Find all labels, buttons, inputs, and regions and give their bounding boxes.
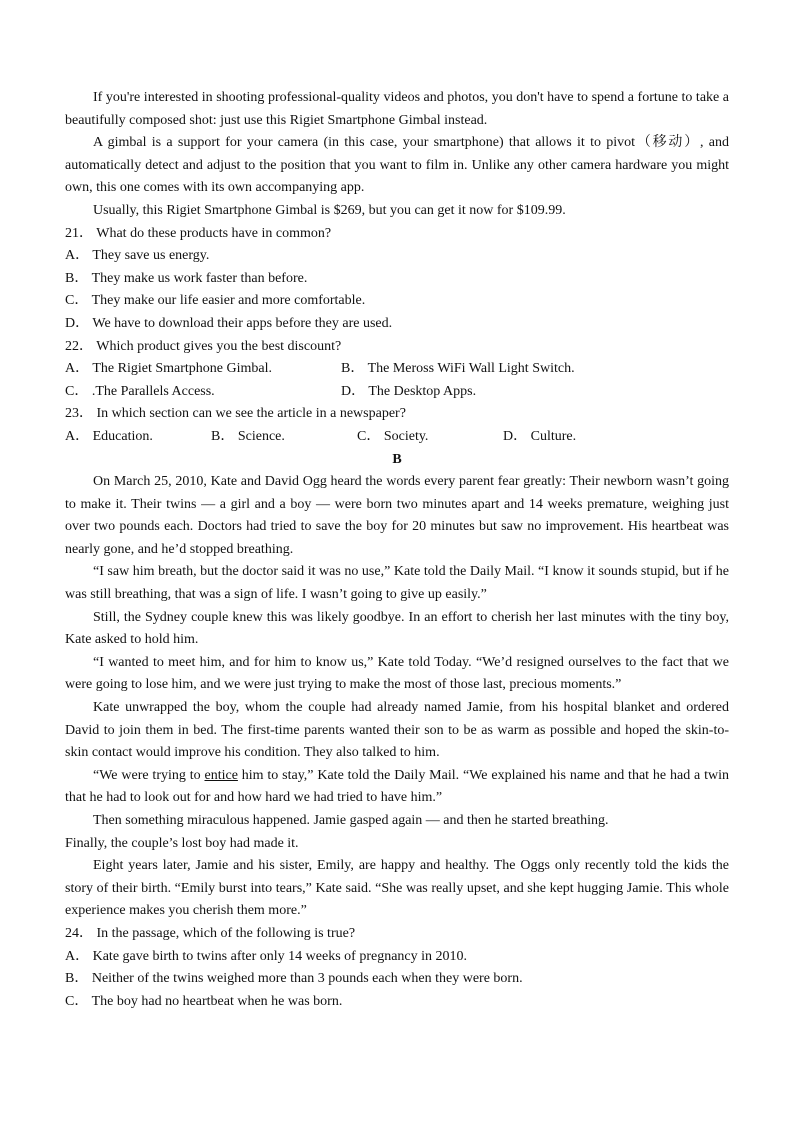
passage-b-paragraph-8: Eight years later, Jamie and his sister, Emily, are happy and healthy. The Oggs only recently told the kids the story of their birth. “Emily burst into tears,” Kate said. “She was really upset, and she kept hugging Jamie. This whole experience makes you cherish them more.” (65, 858, 729, 919)
passage-b-paragraph-5: Kate unwrapped the boy, whom the couple had already named Jamie, from his hospital blanket and ordered David to join them in bed. The first-time parents wanted their son to be as warm as possible and hoped the skin-to-skin contact would improve his condition. They also talked to him. (65, 700, 729, 761)
question-23-option-c: C． Society. (357, 428, 429, 444)
question-24-stem: 24． In the passage, which of the following is true? (65, 925, 356, 941)
document-content (65, 87, 729, 1013)
question-22-option-c: C． .The Parallels Access. (65, 383, 215, 399)
passage-b-paragraph-7-line-2: Finally, the couple’s lost boy had made it. (65, 835, 299, 851)
passage-b-paragraph-1: On March 25, 2010, Kate and David Ogg heard the words every parent fear greatly: Their newborn wasn’t going to make it. Their twins — a girl and a boy — were born two minutes apart and 14 weeks premature, weighing just over two pounds each. Doctors had tried to save the boy for 20 minutes but saw no improvement. His heartbeat was nearly gone, and he’d stopped breathing. (65, 474, 729, 557)
question-24-option-a: A． Kate gave birth to twins after only 14 weeks of pregnancy in 2010. (65, 948, 468, 964)
paragraph-6-text-before: “We were trying to (93, 767, 205, 783)
passage-b-paragraph-3: Still, the Sydney couple knew this was likely goodbye. In an effort to cherish her last minutes with the tiny boy, Kate asked to hold him. (65, 609, 729, 648)
question-21-option-c: C． They make our life easier and more comfortable. (65, 293, 366, 309)
question-24-option-c: C． The boy had no heartbeat when he was born. (65, 993, 343, 1009)
question-23-option-d: D． Culture. (503, 428, 577, 444)
question-23-options-row (65, 426, 729, 449)
passage-b-paragraph-4: “I wanted to meet him, and for him to know us,” Kate told Today. “We’d resigned ourselves to the fact that we were going to lose him, and we were just trying to make the most of those last, precious moments.” (65, 654, 729, 693)
passage-a-paragraph-1: If you're interested in shooting professional-quality videos and photos, you don't have to spend a fortune to take a beautifully composed shot: just use this Rigiet Smartphone Gimbal instead. (65, 90, 729, 128)
question-22-option-d: D． The Desktop Apps. (341, 383, 477, 399)
question-23-stem: 23． In which section can we see the article in a newspaper? (65, 406, 406, 422)
question-22-options-row-2 (65, 381, 729, 404)
question-24-option-b: B． Neither of the twins weighed more than 3 pounds each when they were born. (65, 971, 523, 987)
passage-b-paragraph-6 (65, 765, 729, 810)
section-b-heading: B (392, 451, 402, 467)
question-22-option-a: A． The Rigiet Smartphone Gimbal. (65, 361, 272, 377)
question-21-option-a: A． They save us energy. (65, 248, 210, 264)
question-21-option-b: B． They make us work faster than before. (65, 270, 308, 286)
question-22-stem: 22． Which product gives you the best discount? (65, 338, 342, 354)
question-21-stem: 21． What do these products have in common? (65, 225, 332, 241)
question-21-option-d: D． We have to download their apps before they are used. (65, 315, 393, 331)
underlined-word-entice: entice (204, 767, 238, 783)
passage-a-paragraph-2: A gimbal is a support for your camera (in this case, your smartphone) that allows it to pivot（移动）, and automatically detect and adjust to the position that you want to film in. Unlike any other camera hardware you might own, this one comes with its own accompanying app. (65, 135, 729, 196)
question-22-options-row-1 (65, 358, 729, 381)
paragraph-6-text-after: him to stay,” Kate told the Daily Mail. “We explained his name and that he had a twin that he had to look out for and how hard we had tried to have him.” (65, 767, 730, 806)
passage-b-paragraph-7-line-1: Then something miraculous happened. Jamie gasped again — and then he started breathing. (93, 813, 609, 828)
question-22-option-b: B． The Meross WiFi Wall Light Switch. (341, 361, 575, 377)
question-23-option-b: B． Science. (211, 428, 285, 444)
question-23-option-a: A． Education. (65, 428, 153, 444)
passage-b-paragraph-2: “I saw him breath, but the doctor said it was no use,” Kate told the Daily Mail. “I know it sounds stupid, but if he was still breathing, that was a sign of life. I wasn’t going to give up easily.” (65, 564, 729, 603)
passage-a-paragraph-3: Usually, this Rigiet Smartphone Gimbal is $269, but you can get it now for $109.99. (93, 202, 566, 218)
